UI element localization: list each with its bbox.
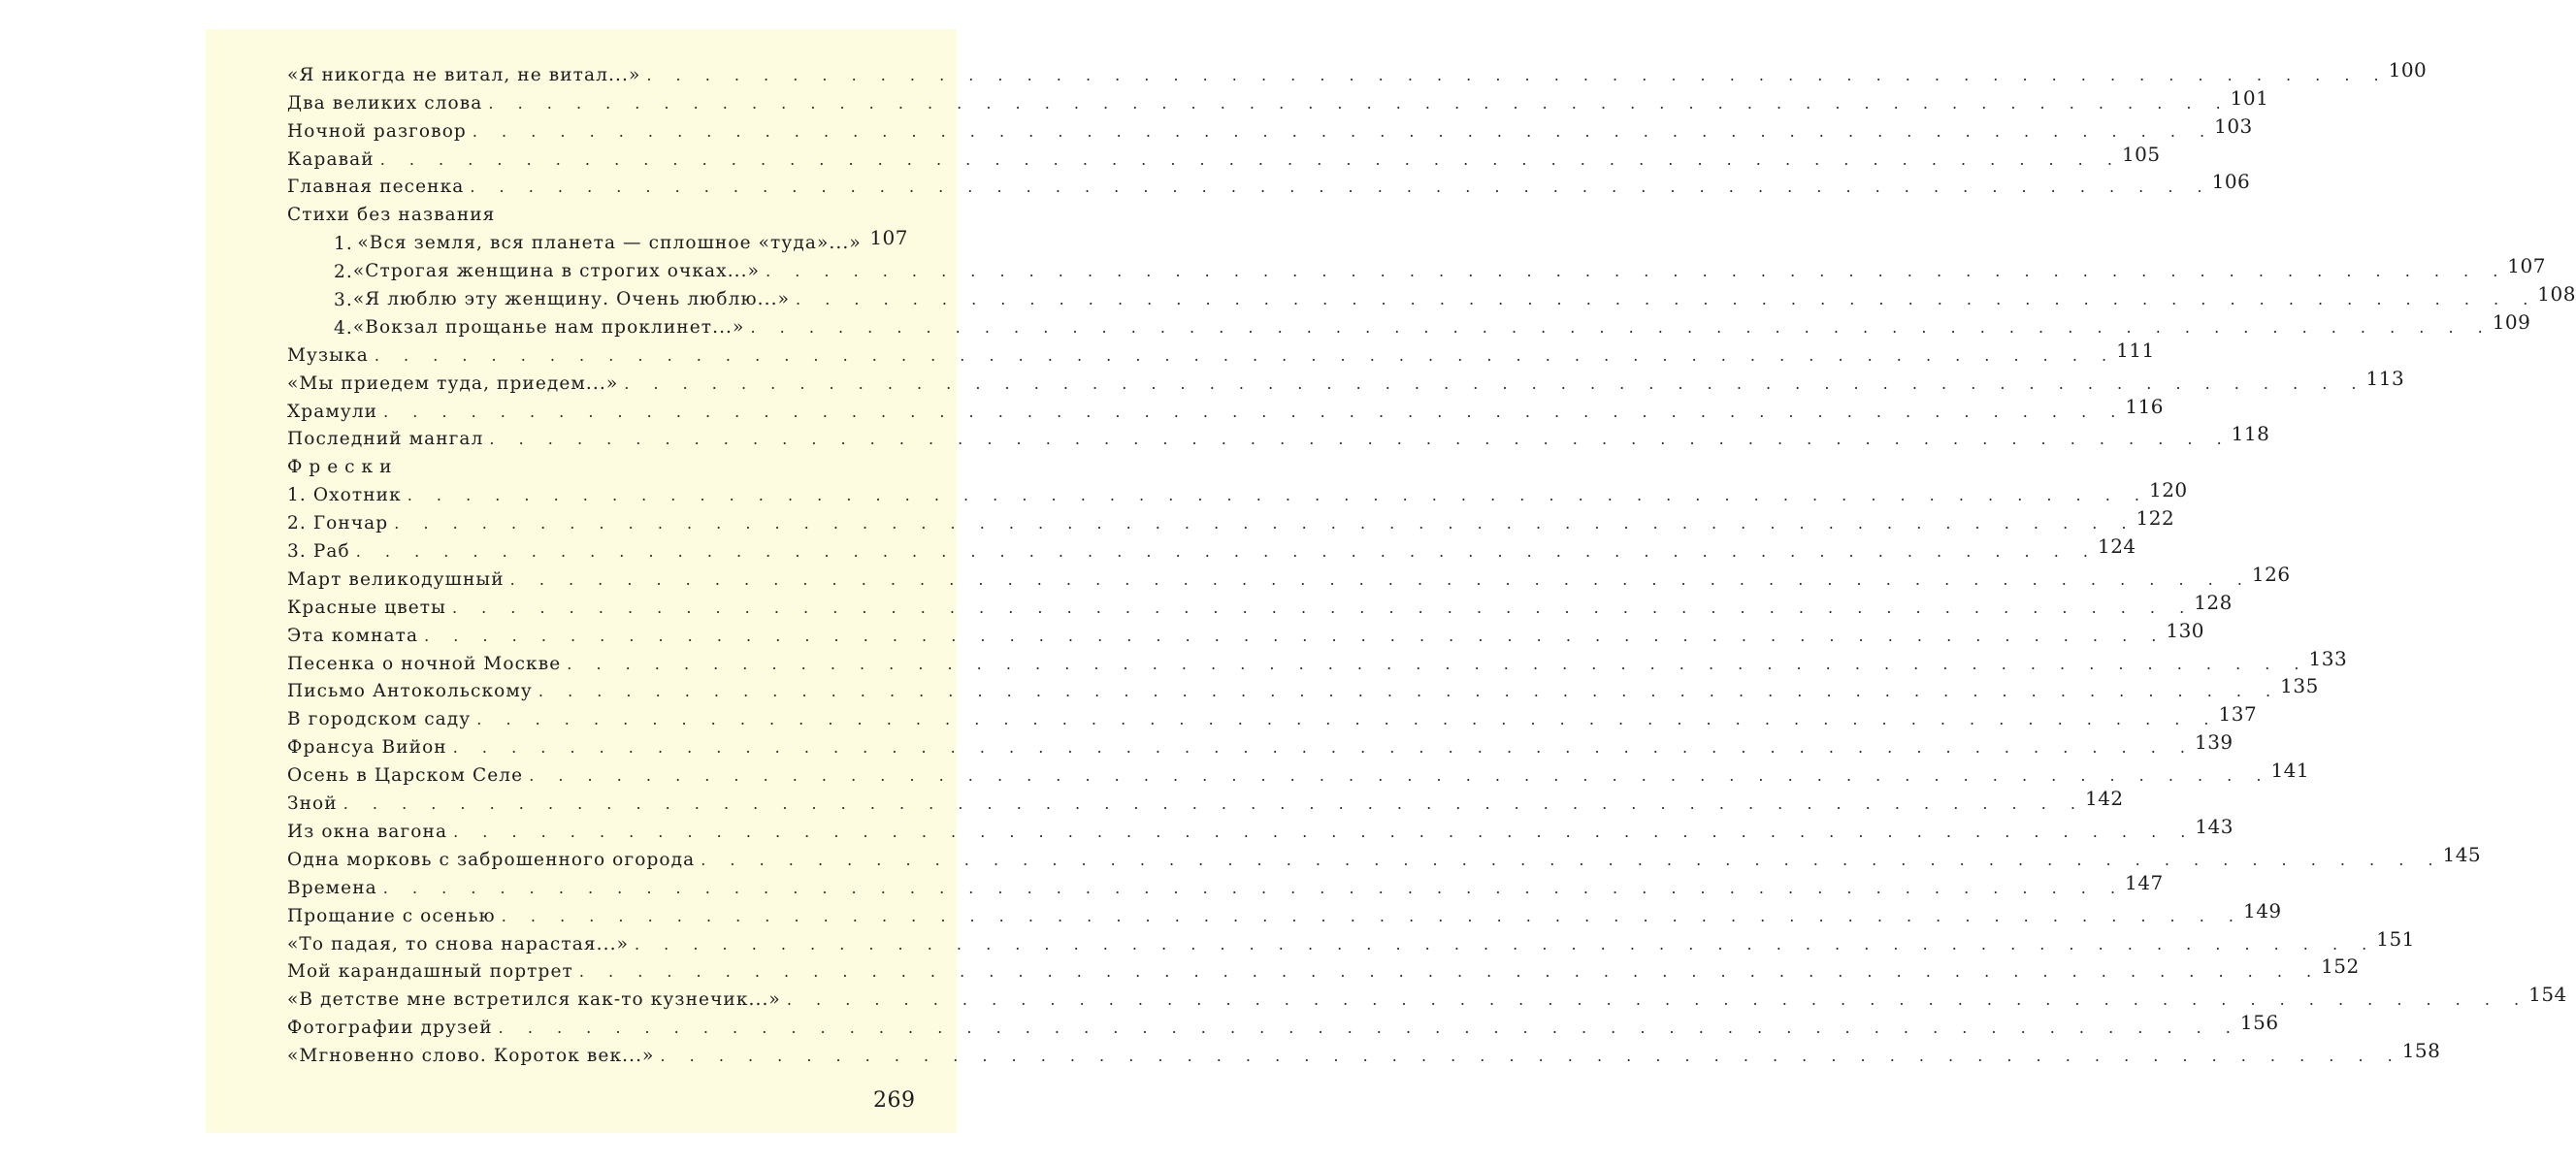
dot-leader: . . . . . . . . . . . . . . . . . . . . . . . . . . . . . . . . . . . . . . . . . . . . . . . . . . . . . . . . . . . . bbox=[509, 569, 2252, 589]
toc-entry bbox=[287, 478, 2188, 506]
toc-entry-title: Эта комната bbox=[287, 626, 424, 647]
toc-entry bbox=[287, 618, 2205, 647]
toc-entry bbox=[287, 394, 2165, 423]
toc-entry-page: 105 bbox=[2121, 142, 2161, 166]
toc-entry-title: Прощание с осенью bbox=[287, 906, 502, 927]
toc-entry-number: 2. bbox=[334, 262, 353, 283]
toc-entry-title: Март великодушный bbox=[287, 569, 510, 591]
toc-entry bbox=[287, 1039, 2441, 1067]
dot-leader: . . . . . . . . . . . . . . . . . . . . . . . . . . . . . . . . . . . . . . . . . . . . . . . . . . . . . . . . . . . . bbox=[578, 962, 2322, 982]
toc-entry-title: «Я никогда не витал, не витал...» bbox=[287, 65, 646, 86]
dot-leader: . . . . . . . . . . . . . . . . . . . . . . . . . . . . . . . . . . . . . . . . . . . . . . . . . . . . . . . . . . . . bbox=[476, 710, 2219, 729]
dot-leader: . . . . . . . . . . . . . . . . . . . . . . . . . . . . . . . . . . . . . . . . . . . . . . . . . . . . . . . . . . . . bbox=[407, 486, 2149, 505]
toc-entry-title: Из окна вагона bbox=[287, 822, 453, 843]
toc-entry bbox=[287, 282, 2576, 311]
dot-leader: . . . . . . . . . . . . . . . . . . . . . . . . . . . . . . . . . . . . . . . . . . . . . . . . . . . . . . . . . . . . bbox=[453, 822, 2196, 841]
toc-entry-page: 141 bbox=[2270, 759, 2310, 783]
toc-entry-page: 111 bbox=[2116, 338, 2155, 362]
dot-leader: . . . . . . . . . . . . . . . . . . . . . . . . . . . . . . . . . . . . . . . . . . . . . . . . . . . . . . . . . . . . bbox=[501, 906, 2243, 925]
dot-leader: . . . . . . . . . . . . . . . . . . . . . . . . . . . . . . . . . . . . . . . . . . . . . . . . . . . . . . . . . . . . bbox=[646, 65, 2389, 84]
toc-entry bbox=[287, 842, 2482, 871]
toc-entry bbox=[287, 702, 2258, 730]
toc-entry bbox=[287, 142, 2161, 171]
toc-entry-page: 147 bbox=[2125, 870, 2164, 894]
toc-entry-title: 2. Гончар bbox=[287, 513, 394, 534]
toc-entry bbox=[287, 422, 2270, 451]
toc-entry-page: 109 bbox=[2492, 309, 2531, 334]
toc-entry bbox=[287, 730, 2234, 759]
toc-entry-page: 142 bbox=[2084, 787, 2124, 811]
toc-entry bbox=[287, 113, 2253, 143]
dot-leader: . . . . . . . . . . . . . . . . . . . . . . . . . . . . . . . . . . . . . . . . . . . . . . . . . . . . . . . . . . . . bbox=[452, 738, 2195, 758]
dot-leader: . . . . . . . . . . . . . . . . . . . . . . . . . . . . . . . . . . . . . . . . . . . . . . . . . . . . . . . . . . . . bbox=[379, 149, 2122, 169]
dot-leader: . . . . . . . . . . . . . . . . . . . . . . . . . . . . . . . . . . . . . . . . . . . . . . . . . . . . . . . . . . . . bbox=[374, 345, 2117, 365]
dot-leader: . . . . . . . . . . . . . . . . . . . . . . . . . . . . . . . . . . . . . . . . . . . . . . . . . . . . . . . . . . . . bbox=[451, 598, 2195, 617]
toc-entry-page: 149 bbox=[2242, 898, 2282, 922]
dot-leader: . . . . . . . . . . . . . . . . . . . . . . . . . . . . . . . . . . . . . . . . . . . . . . . . . . . . . . . . . . . . bbox=[355, 542, 2098, 562]
toc-entry-title: 1. Охотник bbox=[287, 485, 408, 506]
toc-entry-page: 118 bbox=[2231, 422, 2270, 446]
dot-leader: . . . . . . . . . . . . . . . . . . . . . . . . . . . . . . . . . . . . . . . . . . . . . . . . . . . . . . . . . . . . bbox=[624, 373, 2366, 393]
toc-entry-title: Письмо Антокольскому bbox=[287, 681, 538, 702]
page-number: 269 bbox=[873, 1088, 916, 1113]
toc-entry bbox=[287, 787, 2124, 815]
toc-entry bbox=[287, 450, 908, 478]
toc-entry-title: Одна морковь с заброшенного огорода bbox=[287, 850, 701, 871]
toc-entry-page: 120 bbox=[2148, 478, 2188, 502]
toc-entry bbox=[287, 534, 2136, 563]
toc-entry-title: «Я люблю эту женщину. Очень люблю...» bbox=[353, 289, 796, 310]
toc-entry bbox=[287, 954, 2360, 984]
toc-entry-page: 100 bbox=[2388, 57, 2428, 81]
dot-leader: . . . . . . . . . . . . . . . . . . . . . . . . . . . . . . . . . . . . . . . . . . . . . . . . . . . . . . . . . . . . bbox=[424, 626, 2167, 645]
dot-leader: . . . . . . . . . . . . . . . . . . . . . . . . . . . . . . . . . . . . . . . . . . . . . . . . . . . . . . . . . . . . bbox=[498, 1018, 2240, 1038]
toc-entry bbox=[287, 674, 2319, 703]
dot-leader: . . . . . . . . . . . . . . . . . . . . . . . . . . . . . . . . . . . . . . . . . . . . . . . . . . . . . . . . . . . . bbox=[796, 290, 2538, 309]
toc-entry-page: 128 bbox=[2194, 590, 2233, 614]
toc-entry bbox=[287, 366, 2405, 395]
toc-entry bbox=[287, 254, 2546, 283]
toc-entry bbox=[287, 226, 908, 254]
toc-entry-title: Музыка bbox=[287, 345, 375, 367]
toc-entry-page: 143 bbox=[2195, 814, 2234, 838]
toc-entry-title: Времена bbox=[287, 878, 383, 899]
dot-leader: . . . . . . . . . . . . . . . . . . . . . . . . . . . . . . . . . . . . . . . . . . . . . . . . . . . . . . . . . . . . bbox=[470, 178, 2212, 197]
toc-entry-page: 107 bbox=[2507, 254, 2546, 278]
dot-leader: . . . . . . . . . . . . . . . . . . . . . . . . . . . . . . . . . . . . . . . . . . . . . . . . . . . . . . . . . . . . bbox=[488, 93, 2231, 113]
toc-entry-title: Два великих слова bbox=[287, 93, 488, 114]
toc-entry bbox=[287, 562, 2291, 591]
toc-entry bbox=[287, 926, 2415, 955]
dot-leader: . . . . . . . . . . . . . . . . . . . . . . . . . . . . . . . . . . . . . . . . . . . . . . . . . . . . . . . . . . . . bbox=[750, 317, 2493, 337]
toc-entry-title: «То падая, то снова нарастая...» bbox=[287, 934, 635, 955]
toc-entry bbox=[287, 759, 2310, 787]
dot-leader: . . . . . . . . . . . . . . . . . . . . . . . . . . . . . . . . . . . . . . . . . . . . . . . . . . . . . . . . . . . . bbox=[382, 878, 2126, 897]
toc-entry-page: 126 bbox=[2251, 562, 2291, 586]
toc-entry bbox=[287, 870, 2164, 899]
toc-entry-title: «Мгновенно слово. Короток век...» bbox=[287, 1046, 660, 1067]
toc-entry-title: Храмули bbox=[287, 402, 383, 423]
book-page bbox=[206, 29, 2576, 1133]
toc-entry-title: «Вокзал прощанье нам проклинет...» bbox=[353, 317, 751, 339]
dot-leader: . . . . . . . . . . . . . . . . . . . . . . . . . . . . . . . . . . . . . . . . . . . . . . . . . . . . . . . . . . . . bbox=[635, 934, 2377, 954]
toc-entry-title: Последний мангал bbox=[287, 429, 489, 450]
toc-entry bbox=[287, 646, 2348, 675]
toc-entry-page: 145 bbox=[2442, 842, 2482, 866]
dot-leader: . . . . . . . . . . . . . . . . . . . . . . . . . . . . . . . . . . . . . . . . . . . . . . . . . . . . . . . . . . . . bbox=[766, 262, 2508, 281]
toc-entry-page: 113 bbox=[2365, 366, 2405, 390]
toc-entry-title: Главная песенка bbox=[287, 177, 470, 198]
toc-entry bbox=[287, 590, 2233, 619]
toc-entry bbox=[287, 898, 2282, 927]
toc-entry-page: 107 bbox=[869, 226, 908, 250]
toc-entry-page: 158 bbox=[2401, 1039, 2441, 1063]
toc-entry-page: 135 bbox=[2280, 674, 2319, 698]
table-of-contents bbox=[287, 57, 2576, 1067]
toc-entry bbox=[287, 506, 2175, 534]
toc-entry-page: 151 bbox=[2376, 926, 2415, 951]
toc-entry-page: 103 bbox=[2214, 113, 2253, 138]
toc-entry-page: 133 bbox=[2308, 646, 2348, 670]
toc-entry-title: Ночной разговор bbox=[287, 121, 473, 143]
toc-entry-title: Фрески bbox=[287, 457, 404, 478]
toc-entry-number: 1. bbox=[334, 234, 353, 255]
toc-entry-title: Фотографии друзей bbox=[287, 1018, 499, 1039]
dot-leader: . . . . . . . . . . . . . . . . . . . . . . . . . . . . . . . . . . . . . . . . . . . . . . . . . . . . . . . . . . . . bbox=[786, 990, 2529, 1010]
toc-entry bbox=[287, 85, 2269, 114]
toc-entry-title: «Вся земля, вся планета — сплошное «туда»...» bbox=[357, 233, 866, 254]
toc-entry bbox=[287, 170, 2251, 199]
toc-entry bbox=[287, 814, 2234, 843]
toc-entry-page: 152 bbox=[2321, 954, 2360, 979]
toc-entry-title: Каравай bbox=[287, 149, 380, 171]
dot-leader: . . . . . . . . . . . . . . . . . . . . . . . . . . . . . . . . . . . . . . . . . . . . . . . . . . . . . . . . . . . . bbox=[538, 682, 2281, 701]
toc-entry-page: 154 bbox=[2528, 983, 2567, 1007]
dot-leader: . . . . . . . . . . . . . . . . . . . . . . . . . . . . . . . . . . . . . . . . . . . . . . . . . . . . . . . . . . . . bbox=[394, 514, 2136, 534]
toc-entry bbox=[287, 1011, 2279, 1039]
toc-entry bbox=[287, 198, 908, 226]
dot-leader: . . . . . . . . . . . . . . . . . . . . . . . . . . . . . . . . . . . . . . . . . . . . . . . . . . . . . . . . . . . . bbox=[529, 766, 2271, 786]
toc-entry-page: 139 bbox=[2194, 730, 2234, 755]
toc-entry-page: 124 bbox=[2097, 534, 2136, 559]
toc-entry-title: «Мы приедем туда, приедем...» bbox=[287, 373, 624, 395]
dot-leader: . . . . . . . . . . . . . . . . . . . . . . . . . . . . . . . . . . . . . . . . . . . . . . . . . . . . . . . . . . . . bbox=[342, 794, 2085, 814]
dot-leader: . . . . . . . . . . . . . . . . . . . . . . . . . . . . . . . . . . . . . . . . . . . . . . . . . . . . . . . . . . . . bbox=[660, 1047, 2402, 1066]
toc-entry-title: «В детстве мне встретился как-то кузнечик...» bbox=[287, 989, 787, 1011]
toc-entry-title: Мой карандашный портрет bbox=[287, 961, 579, 983]
dot-leader: . . . . . . . . . . . . . . . . . . . . . . . . . . . . . . . . . . . . . . . . . . . . . . . . . . . . . . . . . . . . bbox=[701, 850, 2443, 869]
toc-entry-page: 116 bbox=[2125, 394, 2165, 418]
toc-entry-title: Стихи без названия bbox=[287, 205, 501, 226]
toc-entry bbox=[287, 57, 2428, 86]
toc-entry bbox=[287, 338, 2155, 367]
toc-entry-title: 3. Раб bbox=[287, 541, 356, 563]
toc-entry-title: Зной bbox=[287, 793, 343, 815]
toc-entry-page: 101 bbox=[2230, 85, 2269, 110]
toc-entry-page: 130 bbox=[2166, 618, 2205, 642]
toc-entry-page: 106 bbox=[2211, 170, 2251, 194]
dot-leader: . . . . . . . . . . . . . . . . . . . . . . . . . . . . . . . . . . . . . . . . . . . . . . . . . . . . . . . . . . . . bbox=[472, 121, 2215, 141]
toc-entry bbox=[287, 309, 2531, 339]
dot-leader: . . . . . . . . . . . . . . . . . . . . . . . . . . . . . . . . . . . . . . . . . . . . . . . . . . . . . . . . . . . . bbox=[383, 402, 2126, 421]
toc-entry-page: 108 bbox=[2537, 282, 2576, 307]
toc-entry-page: 156 bbox=[2239, 1011, 2279, 1035]
toc-entry-title: Красные цветы bbox=[287, 598, 452, 619]
toc-entry-page: 122 bbox=[2136, 506, 2175, 531]
toc-entry bbox=[287, 983, 2567, 1011]
toc-entry-page: 137 bbox=[2218, 702, 2258, 727]
toc-entry-title: Франсуа Вийон bbox=[287, 737, 453, 759]
toc-entry-title: «Строгая женщина в строгих очках...» bbox=[353, 261, 766, 282]
toc-entry-title: Песенка о ночной Москве bbox=[287, 654, 567, 675]
dot-leader: . . . . . . . . . . . . . . . . . . . . . . . . . . . . . . . . . . . . . . . . . . . . . . . . . . . . . . . . . . . . bbox=[489, 430, 2232, 449]
dot-leader: . . . . . . . . . . . . . . . . . . . . . . . . . . . . . . . . . . . . . . . . . . . . . . . . . . . . . . . . . . . . bbox=[567, 654, 2309, 673]
toc-entry-number: 3. bbox=[334, 290, 353, 311]
toc-entry-title: Осень в Царском Селе bbox=[287, 765, 529, 787]
toc-entry-number: 4. bbox=[334, 317, 353, 339]
toc-entry-title: В городском саду bbox=[287, 709, 476, 730]
